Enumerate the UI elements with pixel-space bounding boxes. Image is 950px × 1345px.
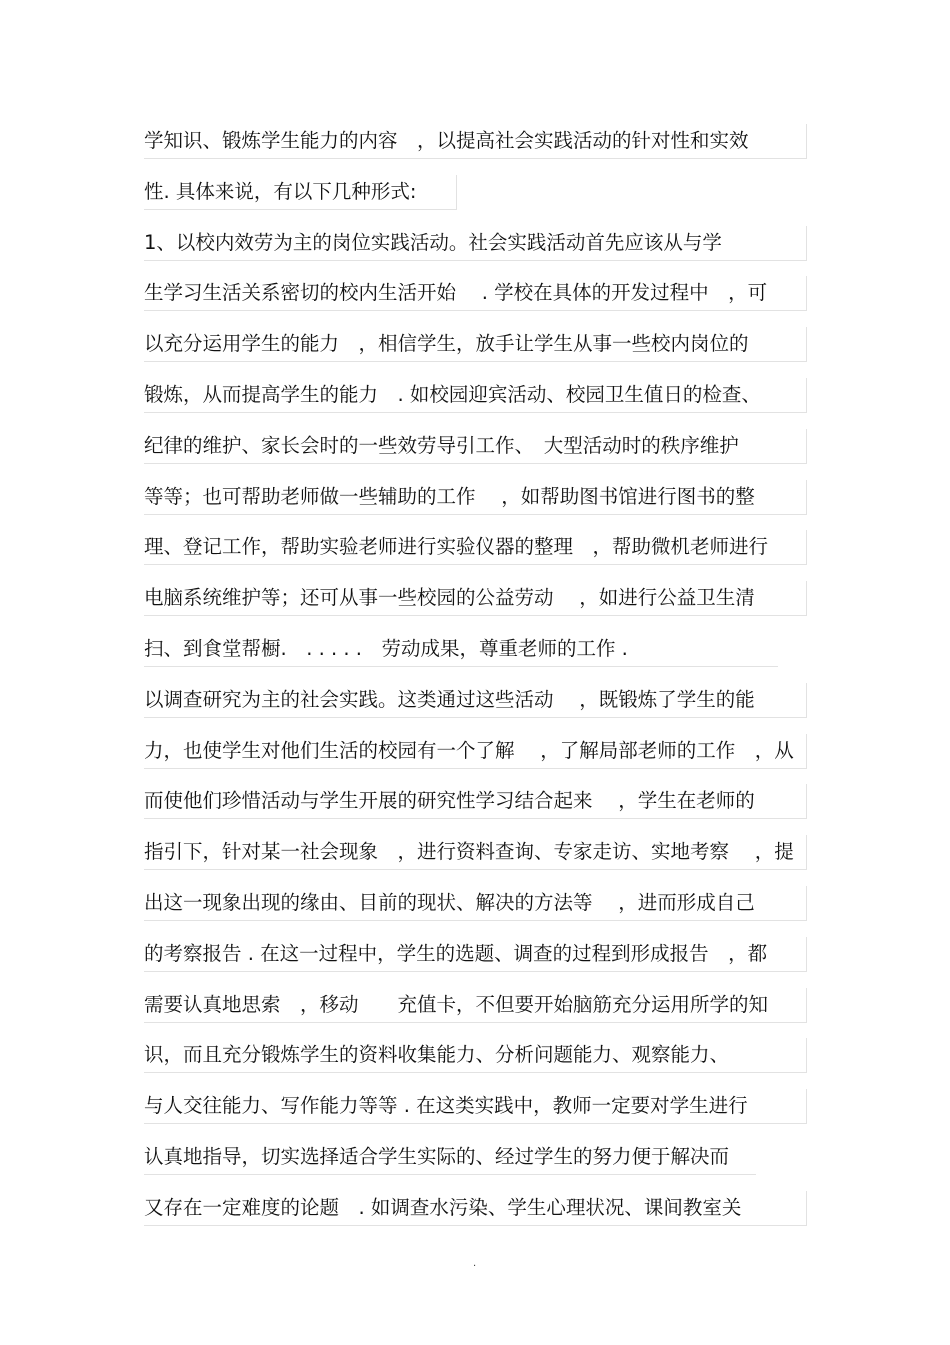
text-line: 的考察报告 . 在这一过程中，学生的选题、调查的过程到形成报告 ，都	[144, 937, 807, 972]
text-line: 与人交往能力、写作能力等等 . 在这类实践中，教师一定要对学生进行	[144, 1089, 807, 1124]
text-line: 锻炼，从而提高学生的能力 . 如校园迎宾活动、校园卫生值日的检查、	[144, 378, 807, 413]
text-line: 而使他们珍惜活动与学生开展的研究性学习结合起来 ，学生在老师的	[144, 784, 807, 819]
text-line: 力，也使学生对他们生活的校园有一个了解 ，了解局部老师的工作 ，从	[144, 734, 807, 769]
text-line: 纪律的维护、家长会时的一些效劳导引工作、 大型活动时的秩序维护	[144, 429, 807, 464]
text-line: 需要认真地思索 ，移动 充值卡，不但要开始脑筋充分运用所学的知	[144, 988, 807, 1023]
text-line: 以调查研究为主的社会实践。这类通过这些活动 ，既锻炼了学生的能	[144, 683, 807, 718]
text-line: 出这一现象出现的缘由、目前的现状、解决的方法等 ，进而形成自己	[144, 886, 807, 921]
text-line: 以充分运用学生的能力 ，相信学生，放手让学生从事一些校内岗位的	[144, 327, 807, 362]
text-line: 等等；也可帮助老师做一些辅助的工作 ，如帮助图书馆进行图书的整	[144, 480, 807, 515]
text-line: 电脑系统维护等；还可从事一些校园的公益劳动 ，如进行公益卫生清	[144, 581, 807, 616]
text-line: 识，而且充分锻炼学生的资料收集能力、分析问题能力、观察能力、	[144, 1038, 807, 1073]
text-line: 学知识、锻炼学生能力的内容 ，以提高社会实践活动的针对性和实效	[144, 124, 807, 159]
page-footer-mark: .	[473, 1258, 477, 1269]
text-line: 1、以校内效劳为主的岗位实践活动。社会实践活动首先应该从与学	[144, 226, 807, 261]
text-line: 又存在一定难度的论题 . 如调查水污染、学生心理状况、课间教室关	[144, 1191, 807, 1226]
text-line: 指引下，针对某一社会现象 ，进行资料查询、专家走访、实地考察 ，提	[144, 835, 807, 870]
text-line: 生学习生活关系密切的校内生活开始 . 学校在具体的开发过程中 ，可	[144, 276, 807, 311]
body-text	[144, 124, 806, 1242]
text-line: 认真地指导，切实选择适合学生实际的、经过学生的努力便于解决而	[144, 1140, 756, 1175]
text-line: 理、登记工作，帮助实验老师进行实验仪器的整理 ，帮助微机老师进行	[144, 530, 807, 565]
text-line: 扫、到食堂帮橱. . . . . . 劳动成果，尊重老师的工作 .	[144, 632, 778, 667]
text-line: 性. 具体来说，有以下几种形式:	[144, 175, 457, 210]
